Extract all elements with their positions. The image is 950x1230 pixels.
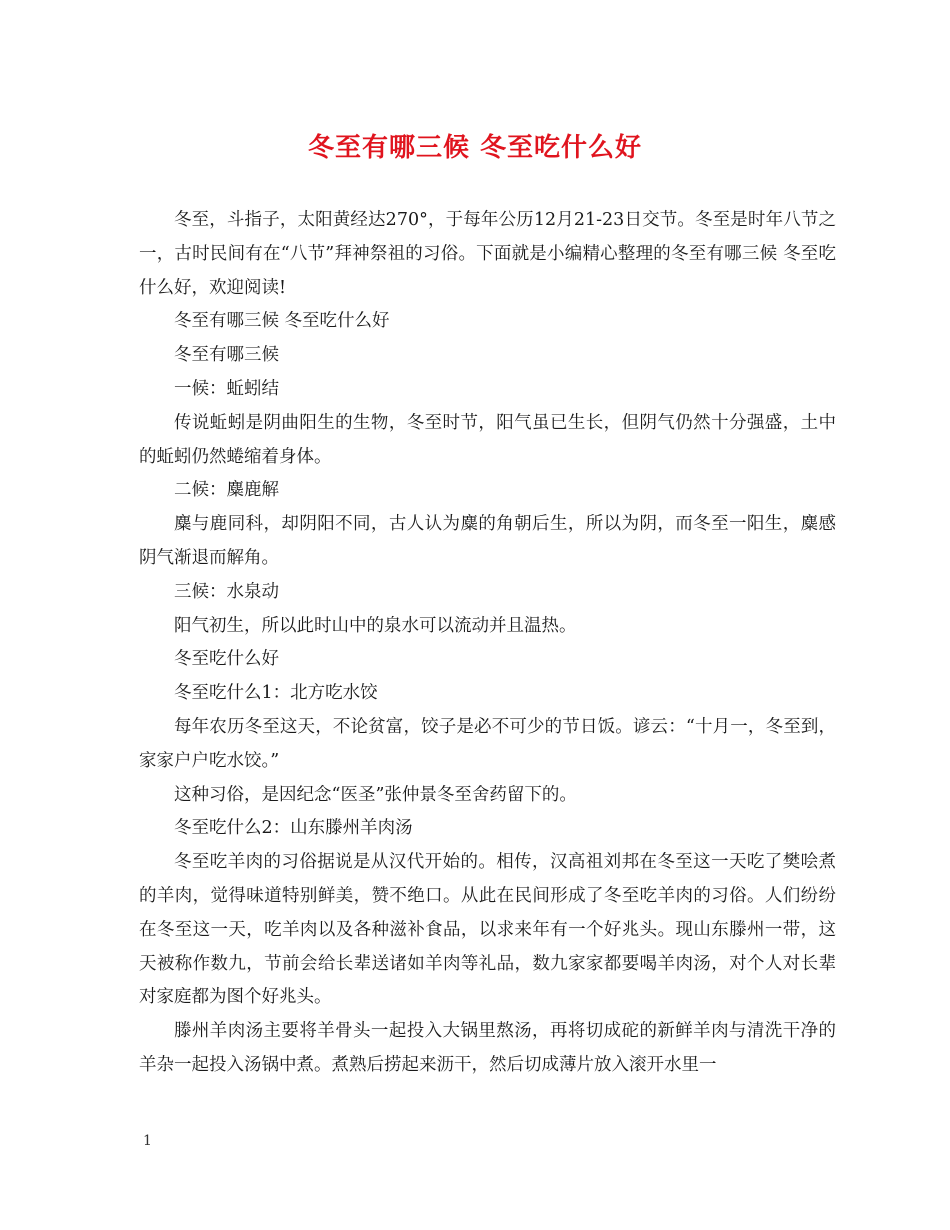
subheading-third-hou: 三候：水泉动 (174, 581, 279, 602)
paragraph-mutton-recipe: 滕州羊肉汤主要将羊骨头一起投入大锅里熬汤，再将切成砣的新鲜羊肉与清洗干净的羊杂一起投入汤锅中煮。煮熟后捞起来沥干，然后切成薄片放入滚开水里一 (139, 1021, 836, 1075)
subheading-food-2: 冬至吃什么2：山东滕州羊肉汤 (174, 818, 413, 839)
intro-paragraph: 冬至，斗指子，太阳黄经达270°，于每年公历12月21-23日交节。冬至是时年八节之一，古时民间有在“八节”拜神祭祖的习俗。下面就是小编精心整理的冬至有哪三候 冬至吃什么好，欢迎阅读! (139, 210, 836, 298)
section-heading-food: 冬至吃什么好 (174, 649, 279, 670)
paragraph-first-hou: 传说蚯蚓是阴曲阳生的生物，冬至时节，阳气虽已生长，但阴气仍然十分强盛，土中的蚯蚓仍然蜷缩着身体。 (139, 412, 836, 467)
subheading-second-hou: 二候：麋鹿解 (174, 480, 279, 501)
page-number: 1 (143, 1133, 152, 1149)
section-heading-three-hou: 冬至有哪三候 (174, 345, 279, 366)
paragraph-mutton-history: 冬至吃羊肉的习俗据说是从汉代开始的。相传，汉高祖刘邦在冬至这一天吃了樊哙煮的羊肉，觉得味道特别鲜美，赞不绝口。从此在民间形成了冬至吃羊肉的习俗。人们纷纷在冬至这一天，吃羊肉以及各种滋补食品，以求来年有一个好兆头。现山东滕州一带，这天被称作数九，节前会给长辈送诸如羊肉等礼品，数九家家都要喝羊肉汤，对个人对长辈对家庭都为图个好兆头。 (139, 852, 836, 1008)
paragraph-second-hou: 麋与鹿同科，却阴阳不同，古人认为麋的角朝后生，所以为阴，而冬至一阳生，麋感阴气渐退而解角。 (139, 514, 836, 568)
document-title: 冬至有哪三候 冬至吃什么好 (307, 133, 643, 163)
subheading-first-hou: 一候：蚯蚓结 (174, 378, 279, 399)
paragraph-third-hou: 阳气初生，所以此时山中的泉水可以流动并且温热。 (174, 615, 577, 636)
document-body (139, 204, 836, 1083)
subheading-food-1: 冬至吃什么1：北方吃水饺 (174, 683, 378, 704)
section-heading-main: 冬至有哪三候 冬至吃什么好 (174, 311, 390, 332)
paragraph-dumplings: 每年农历冬至这天，不论贫富，饺子是必不可少的节日饭。谚云：“十月一，冬至到，家家户户吃水饺。” (139, 716, 836, 771)
paragraph-dumplings-origin: 这种习俗，是因纪念“医圣”张仲景冬至舍药留下的。 (174, 784, 577, 805)
